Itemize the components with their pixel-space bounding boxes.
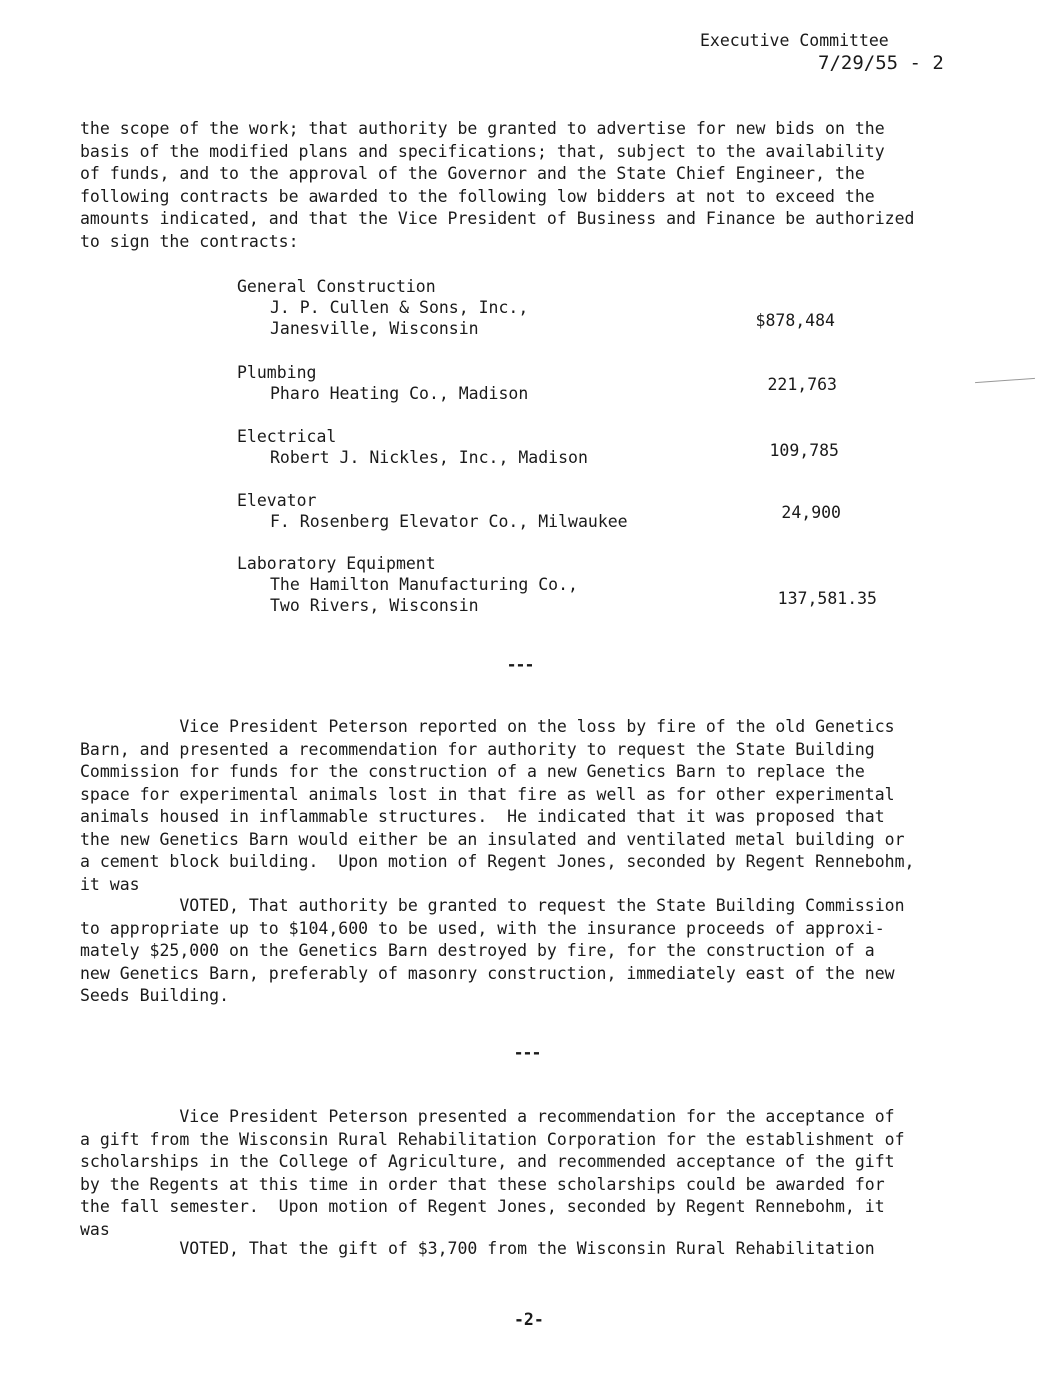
text-line: of funds, and to the approval of the Governor and the State Chief Engineer, the [80,164,865,183]
header-committee: Executive Committee [700,31,889,50]
text-line: Vice President Peterson reported on the loss by fire of the old Genetics [80,717,895,736]
contract-amount: 109,785 [769,441,839,460]
contractor-line: The Hamilton Manufacturing Co., [270,575,578,594]
contract-category: Electrical [237,427,337,446]
voted-scholarship-gift [80,1238,980,1261]
text-line: to appropriate up to $104,600 to be used, with the insurance proceeds of approxi- [80,918,885,938]
section-separator: --- [513,1043,541,1062]
text-line: basis of the modified plans and specifications; that, subject to the availability [80,141,885,161]
text-line: the new Genetics Barn would either be an insulated and ventilated metal building or [80,829,905,849]
text-line: new Genetics Barn, preferably of masonry construction, immediately east of the new [80,963,895,983]
text-line: animals housed in inflammable structures. He indicated that it was proposed that [80,807,885,826]
text-line: was [80,1219,110,1239]
section-separator: --- [506,655,534,674]
text-line: to sign the contracts: [80,231,299,251]
contract-category: General Construction [237,277,436,296]
text-line: space for experimental animals lost in that fire as well as for other experimental [80,784,895,804]
contractor-line: F. Rosenberg Elevator Co., Milwaukee [270,512,628,531]
page-number: -2- [514,1310,544,1329]
text-line: the scope of the work; that authority be granted to advertise for new bids on the [80,119,885,138]
text-line: a gift from the Wisconsin Rural Rehabilitation Corporation for the establishment of [80,1129,905,1149]
intro-paragraph [80,118,980,253]
text-line: Commission for funds for the construction of a new Genetics Barn to replace the [80,762,865,781]
contractor-line: Robert J. Nickles, Inc., Madison [270,448,588,467]
contract-amount: 24,900 [781,503,841,522]
contract-electrical [237,426,877,468]
contract-category: Laboratory Equipment [237,554,436,573]
contract-category: Elevator [237,491,317,510]
header-date-page: 7/29/55 - 2 [818,52,944,74]
text-line: a cement block building. Upon motion of Regent Jones, seconded by Regent Rennebohm, [80,852,915,871]
contractor-line: Pharo Heating Co., Madison [270,384,529,403]
scholarship-gift-paragraph [80,1106,980,1241]
contract-general-construction [237,276,877,339]
contract-amount: 137,581.35 [777,589,877,608]
page-header [700,30,944,74]
text-line: following contracts be awarded to the following low bidders at not to exceed the [80,186,875,206]
scan-mark [975,378,1035,383]
text-line: Seeds Building. [80,986,230,1005]
text-line: Vice President Peterson presented a recommendation for the acceptance of [80,1107,895,1126]
contractor-line: Janesville, Wisconsin [270,319,479,338]
contract-plumbing [237,362,877,404]
text-line: amounts indicated, and that the Vice President of Business and Finance be authorized [80,209,915,228]
contract-laboratory-equipment [237,553,877,616]
contract-category: Plumbing [237,363,317,382]
text-line: by the Regents at this time in order that these scholarships could be awarded for [80,1174,885,1194]
text-line: mately $25,000 on the Genetics Barn destroyed by fire, for the construction of a [80,941,875,960]
text-line: the fall semester. Upon motion of Regent Jones, seconded by Regent Rennebohm, it [80,1197,885,1216]
contract-amount: 221,763 [767,375,837,394]
genetics-barn-paragraph [80,716,980,896]
contractor-line: J. P. Cullen & Sons, Inc., [270,298,529,317]
voted-genetics-barn [80,895,980,1008]
text-line: scholarships in the College of Agriculture, and recommended acceptance of the gift [80,1152,895,1171]
contract-elevator [237,490,877,532]
contract-amount: $878,484 [755,311,835,330]
contractor-line: Two Rivers, Wisconsin [270,596,479,615]
text-line: VOTED, That authority be granted to request the State Building Commission [80,896,905,915]
text-line: it was [80,874,140,894]
text-line: VOTED, That the gift of $3,700 from the Wisconsin Rural Rehabilitation [80,1239,875,1258]
text-line: Barn, and presented a recommendation for authority to request the State Building [80,739,875,759]
